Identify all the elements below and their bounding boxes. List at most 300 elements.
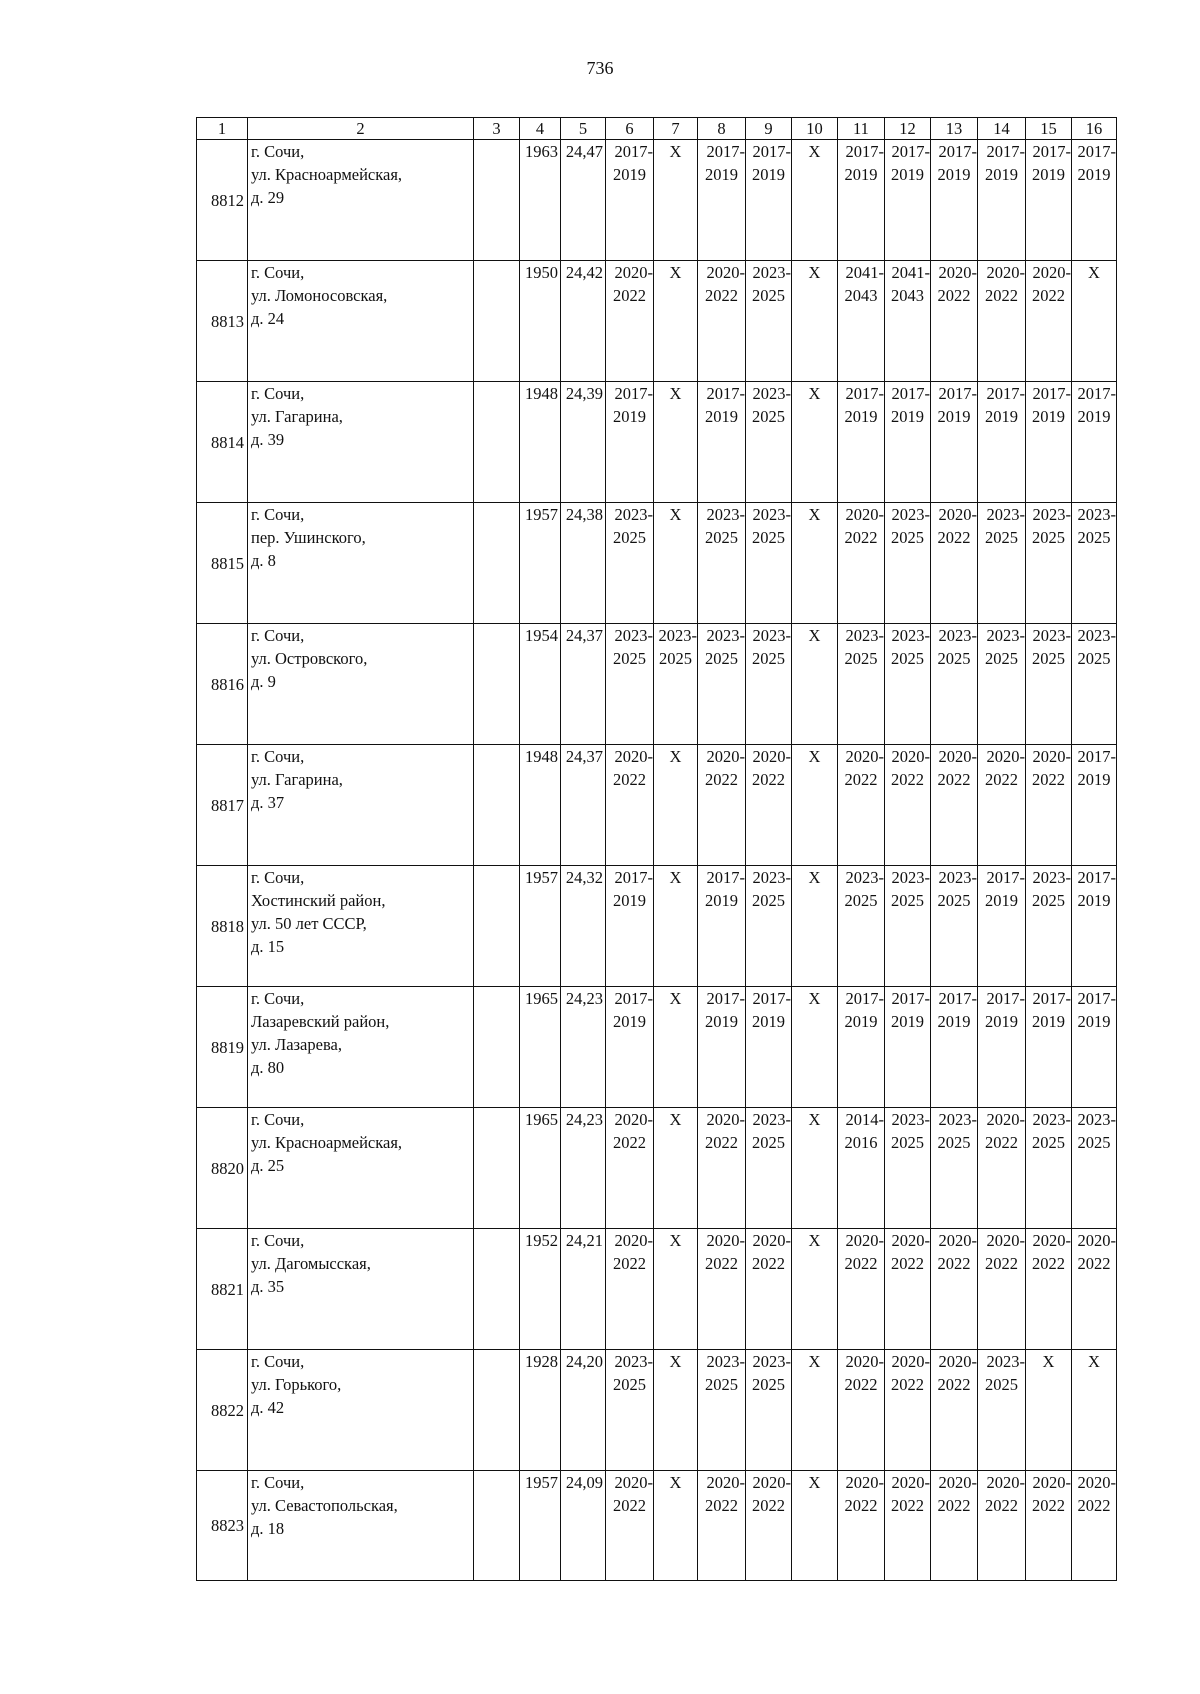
period-cell-col-10: X <box>792 1229 838 1350</box>
period-part: 2017- <box>891 384 930 403</box>
period-cell-col-16: X <box>1072 1350 1117 1471</box>
column-3-cell <box>474 503 520 624</box>
period-part: 2017- <box>891 989 930 1008</box>
period-cell-col-6 <box>606 624 654 745</box>
address-line: ул. Красноармейская, <box>251 1133 403 1152</box>
period-part: 2025 <box>1032 1133 1065 1152</box>
period-part: 2022 <box>844 1254 878 1273</box>
table-row <box>197 503 1117 624</box>
period-cell-col-9 <box>746 140 792 261</box>
address-line: г. Сочи, <box>251 1473 305 1492</box>
period-part: 2019 <box>1032 165 1065 184</box>
column-3-cell <box>474 382 520 503</box>
column-header-5: 5 <box>561 118 606 140</box>
table-row <box>197 1229 1117 1350</box>
period-cell-col-10: X <box>792 987 838 1108</box>
table-row <box>197 1471 1117 1581</box>
period-part: 2016 <box>844 1133 878 1152</box>
period-part: 2020- <box>845 1231 884 1250</box>
period-part: 2017- <box>1032 142 1071 161</box>
row-number-cell: 8820 <box>197 1108 248 1229</box>
period-part: 2025 <box>752 407 785 426</box>
address-line: ул. Гагарина, <box>251 407 343 426</box>
period-part: 2019 <box>985 1012 1018 1031</box>
period-part: 2020- <box>891 747 930 766</box>
period-cell-col-15 <box>1026 503 1072 624</box>
period-cell-col-13 <box>931 503 978 624</box>
table-row <box>197 261 1117 382</box>
period-part: 2017- <box>986 989 1025 1008</box>
period-cell-col-6 <box>606 382 654 503</box>
period-cell-col-12 <box>885 1229 931 1350</box>
period-part: 2022 <box>891 1496 924 1515</box>
period-part: 2022 <box>752 1496 785 1515</box>
year-built-cell: 1963 <box>520 140 561 261</box>
period-cell-col-6 <box>606 261 654 382</box>
year-built-cell: 1948 <box>520 745 561 866</box>
period-part: 2020- <box>891 1473 930 1492</box>
period-cell-col-9 <box>746 866 792 987</box>
period-part: 2020- <box>752 1231 791 1250</box>
year-built-cell: 1965 <box>520 1108 561 1229</box>
column-header-11: 11 <box>838 118 885 140</box>
period-part: 2022 <box>705 1133 738 1152</box>
period-part: 2019 <box>844 407 878 426</box>
period-cell-col-14 <box>978 1471 1026 1581</box>
period-part: 2023- <box>614 505 653 524</box>
period-part: 2019 <box>985 407 1018 426</box>
period-cell-col-14 <box>978 382 1026 503</box>
period-part: 2020- <box>845 747 884 766</box>
period-part: 2022 <box>891 1375 924 1394</box>
row-number-cell: 8813 <box>197 261 248 382</box>
period-cell-col-6 <box>606 1229 654 1350</box>
address-line: Лазаревский район, <box>251 1012 390 1031</box>
period-part: 2022 <box>752 770 785 789</box>
period-part: 2022 <box>705 770 738 789</box>
period-cell-col-11 <box>838 503 885 624</box>
column-3-cell <box>474 1350 520 1471</box>
period-part: 2025 <box>891 891 924 910</box>
period-part: 2020- <box>938 1231 977 1250</box>
period-part: 2020- <box>986 1231 1025 1250</box>
period-part: 2019 <box>613 407 646 426</box>
period-part: 2017- <box>706 142 745 161</box>
period-cell-col-16 <box>1072 1229 1117 1350</box>
period-cell-col-6 <box>606 1471 654 1581</box>
column-header-8: 8 <box>698 118 746 140</box>
column-header-3: 3 <box>474 118 520 140</box>
value-cell: 24,47 <box>561 140 606 261</box>
value-cell: 24,23 <box>561 987 606 1108</box>
column-3-cell <box>474 1108 520 1229</box>
period-part: 2023- <box>938 1110 977 1129</box>
period-part: 2019 <box>844 1012 878 1031</box>
period-cell-col-8 <box>698 1350 746 1471</box>
period-cell-col-13 <box>931 261 978 382</box>
period-cell-col-7: X <box>654 1108 698 1229</box>
period-cell-col-15 <box>1026 140 1072 261</box>
period-cell-col-6 <box>606 745 654 866</box>
period-cell-col-14 <box>978 745 1026 866</box>
period-part: 2019 <box>1077 165 1111 184</box>
period-cell-col-11 <box>838 1108 885 1229</box>
period-part: 2023- <box>891 868 930 887</box>
period-part: 2022 <box>1077 1254 1111 1273</box>
address-cell <box>248 1108 474 1229</box>
period-part: 2022 <box>613 1133 646 1152</box>
period-part: 2022 <box>844 1496 878 1515</box>
period-cell-col-9 <box>746 1471 792 1581</box>
period-part: 2025 <box>891 1133 924 1152</box>
column-3-cell <box>474 866 520 987</box>
period-cell-col-12 <box>885 866 931 987</box>
period-cell-col-15 <box>1026 624 1072 745</box>
period-cell-col-12 <box>885 1108 931 1229</box>
row-number-cell: 8823 <box>197 1471 248 1581</box>
period-cell-col-7: X <box>654 382 698 503</box>
period-cell-col-7: X <box>654 140 698 261</box>
period-part: 2019 <box>891 165 924 184</box>
row-number-cell: 8821 <box>197 1229 248 1350</box>
period-part: 2017- <box>938 142 977 161</box>
period-part: 2017- <box>1077 384 1116 403</box>
table-row <box>197 624 1117 745</box>
period-part: 2019 <box>1032 407 1065 426</box>
address-cell <box>248 1471 474 1581</box>
period-cell-col-7: X <box>654 866 698 987</box>
period-part: 2020- <box>614 263 653 282</box>
period-part: 2022 <box>985 770 1018 789</box>
period-part: 2043 <box>891 286 924 305</box>
period-part: 2017- <box>1032 989 1071 1008</box>
period-part: 2020- <box>938 1473 977 1492</box>
period-cell-col-13 <box>931 745 978 866</box>
period-part: 2041- <box>891 263 930 282</box>
period-cell-col-10: X <box>792 382 838 503</box>
period-part: 2023- <box>614 626 653 645</box>
period-cell-col-13 <box>931 866 978 987</box>
period-part: 2020- <box>938 263 977 282</box>
year-built-cell: 1948 <box>520 382 561 503</box>
period-cell-col-11 <box>838 866 885 987</box>
table-row <box>197 987 1117 1108</box>
period-part: 2023- <box>752 263 791 282</box>
period-cell-col-14 <box>978 1108 1026 1229</box>
period-part: 2022 <box>844 528 878 547</box>
period-cell-col-9 <box>746 1108 792 1229</box>
address-line: д. 9 <box>251 672 276 691</box>
period-part: 2023- <box>986 626 1025 645</box>
value-cell: 24,37 <box>561 745 606 866</box>
period-cell-col-13 <box>931 987 978 1108</box>
period-part: 2017- <box>938 989 977 1008</box>
period-part: 2020- <box>752 1473 791 1492</box>
period-part: 2023- <box>845 868 884 887</box>
period-part: 2023- <box>938 868 977 887</box>
period-part: 2025 <box>1077 649 1111 668</box>
period-part: 2022 <box>985 1496 1018 1515</box>
period-cell-col-7: X <box>654 1471 698 1581</box>
value-cell: 24,32 <box>561 866 606 987</box>
column-header-12: 12 <box>885 118 931 140</box>
column-header-2: 2 <box>248 118 474 140</box>
address-line: г. Сочи, <box>251 989 305 1008</box>
period-part: 2025 <box>985 1375 1018 1394</box>
period-cell-col-16 <box>1072 624 1117 745</box>
period-cell-col-6 <box>606 1350 654 1471</box>
period-part: 2023- <box>752 868 791 887</box>
period-part: 2019 <box>937 1012 971 1031</box>
value-cell: 24,23 <box>561 1108 606 1229</box>
period-part: 2025 <box>1032 891 1065 910</box>
period-part: 2025 <box>752 1375 785 1394</box>
period-part: 2019 <box>752 1012 785 1031</box>
period-part: 2017- <box>986 142 1025 161</box>
period-part: 2017- <box>752 142 791 161</box>
period-cell-col-10: X <box>792 140 838 261</box>
period-cell-col-9 <box>746 382 792 503</box>
period-cell-col-11 <box>838 624 885 745</box>
address-line: ул. Красноармейская, <box>251 165 403 184</box>
period-part: 2023- <box>891 626 930 645</box>
period-cell-col-6 <box>606 140 654 261</box>
period-cell-col-10: X <box>792 261 838 382</box>
row-number-cell: 8815 <box>197 503 248 624</box>
value-cell: 24,37 <box>561 624 606 745</box>
period-part: 2025 <box>937 649 971 668</box>
period-cell-col-12 <box>885 503 931 624</box>
period-cell-col-10: X <box>792 624 838 745</box>
period-cell-col-7: X <box>654 1350 698 1471</box>
row-number-cell: 8818 <box>197 866 248 987</box>
period-part: 2025 <box>752 649 785 668</box>
period-cell-col-11 <box>838 140 885 261</box>
period-part: 2025 <box>613 649 646 668</box>
period-part: 2025 <box>937 891 971 910</box>
period-part: 2022 <box>844 1375 878 1394</box>
period-part: 2022 <box>1032 286 1065 305</box>
period-part: 2041- <box>845 263 884 282</box>
period-part: 2023- <box>938 626 977 645</box>
period-part: 2022 <box>985 1133 1018 1152</box>
column-3-cell <box>474 261 520 382</box>
period-cell-col-12 <box>885 1350 931 1471</box>
period-part: 2023- <box>891 1110 930 1129</box>
year-built-cell: 1957 <box>520 866 561 987</box>
period-cell-col-7: X <box>654 745 698 866</box>
page-number: 736 <box>586 58 614 78</box>
value-cell: 24,38 <box>561 503 606 624</box>
period-cell-col-9 <box>746 1229 792 1350</box>
address-cell <box>248 140 474 261</box>
table-row <box>197 382 1117 503</box>
period-cell-col-15 <box>1026 987 1072 1108</box>
period-part: 2020- <box>614 747 653 766</box>
period-cell-col-14 <box>978 1229 1026 1350</box>
period-part: 2020- <box>845 505 884 524</box>
column-header-1: 1 <box>197 118 248 140</box>
period-part: 2019 <box>613 165 646 184</box>
column-3-cell <box>474 1471 520 1581</box>
address-line: д. 18 <box>251 1519 285 1538</box>
period-part: 2025 <box>891 528 924 547</box>
period-part: 2023- <box>891 505 930 524</box>
period-cell-col-13 <box>931 1229 978 1350</box>
address-line: д. 80 <box>251 1058 285 1077</box>
period-part: 2043 <box>844 286 878 305</box>
period-part: 2025 <box>985 528 1018 547</box>
column-header-16: 16 <box>1072 118 1117 140</box>
period-cell-col-15 <box>1026 745 1072 866</box>
address-line: д. 42 <box>251 1398 285 1417</box>
period-cell-col-11 <box>838 1471 885 1581</box>
address-line: ул. Горького, <box>251 1375 342 1394</box>
column-3-cell <box>474 1229 520 1350</box>
year-built-cell: 1957 <box>520 1471 561 1581</box>
period-part: 2017- <box>614 384 653 403</box>
period-part: 2025 <box>985 649 1018 668</box>
period-part: 2023- <box>706 505 745 524</box>
period-part: 2019 <box>985 165 1018 184</box>
period-cell-col-8 <box>698 987 746 1108</box>
row-number-cell: 8822 <box>197 1350 248 1471</box>
column-header-7: 7 <box>654 118 698 140</box>
period-cell-col-11 <box>838 745 885 866</box>
period-part: 2022 <box>613 1254 646 1273</box>
period-part: 2019 <box>1077 770 1111 789</box>
period-part: 2020- <box>706 1473 745 1492</box>
period-part: 2019 <box>985 891 1018 910</box>
period-part: 2017- <box>938 384 977 403</box>
period-part: 2022 <box>613 770 646 789</box>
period-part: 2025 <box>1032 649 1065 668</box>
year-built-cell: 1928 <box>520 1350 561 1471</box>
address-cell <box>248 866 474 987</box>
period-part: 2019 <box>844 165 878 184</box>
period-part: 2025 <box>705 528 738 547</box>
period-part: 2019 <box>613 891 646 910</box>
period-part: 2025 <box>659 649 692 668</box>
period-part: 2019 <box>705 1012 738 1031</box>
period-part: 2025 <box>1077 1133 1111 1152</box>
period-cell-col-10: X <box>792 1108 838 1229</box>
period-cell-col-12 <box>885 987 931 1108</box>
period-part: 2017- <box>1077 142 1116 161</box>
period-part: 2020- <box>986 1473 1025 1492</box>
period-cell-col-10: X <box>792 1471 838 1581</box>
row-number-cell: 8814 <box>197 382 248 503</box>
period-part: 2022 <box>891 770 924 789</box>
address-line: ул. Севастопольская, <box>251 1496 398 1515</box>
column-header-10: 10 <box>792 118 838 140</box>
period-part: 2020- <box>1032 1473 1071 1492</box>
period-cell-col-14 <box>978 866 1026 987</box>
period-cell-col-7 <box>654 624 698 745</box>
period-part: 2023- <box>1032 505 1071 524</box>
period-part: 2023- <box>986 505 1025 524</box>
period-cell-col-7: X <box>654 1229 698 1350</box>
period-part: 2019 <box>705 891 738 910</box>
period-cell-col-15 <box>1026 382 1072 503</box>
address-cell <box>248 261 474 382</box>
period-part: 2017- <box>1077 989 1116 1008</box>
period-part: 2025 <box>613 528 646 547</box>
year-built-cell: 1957 <box>520 503 561 624</box>
period-cell-col-8 <box>698 1471 746 1581</box>
period-cell-col-8 <box>698 624 746 745</box>
period-part: 2020- <box>1032 747 1071 766</box>
address-line: г. Сочи, <box>251 747 305 766</box>
period-cell-col-9 <box>746 624 792 745</box>
period-cell-col-12 <box>885 261 931 382</box>
period-part: 2020- <box>891 1231 930 1250</box>
period-part: 2025 <box>705 1375 738 1394</box>
period-part: 2025 <box>752 1133 785 1152</box>
period-part: 2017- <box>845 989 884 1008</box>
period-part: 2025 <box>613 1375 646 1394</box>
period-cell-col-6 <box>606 987 654 1108</box>
period-cell-col-13 <box>931 140 978 261</box>
period-part: 2017- <box>1032 384 1071 403</box>
address-line: ул. Островского, <box>251 649 368 668</box>
period-part: 2017- <box>986 384 1025 403</box>
period-part: 2020- <box>706 747 745 766</box>
period-part: 2022 <box>891 1254 924 1273</box>
period-part: 2025 <box>705 649 738 668</box>
value-cell: 24,20 <box>561 1350 606 1471</box>
year-built-cell: 1954 <box>520 624 561 745</box>
period-part: 2025 <box>1077 528 1111 547</box>
period-cell-col-16 <box>1072 382 1117 503</box>
address-cell <box>248 1350 474 1471</box>
address-line: пер. Ушинского, <box>251 528 366 547</box>
period-part: 2017- <box>614 989 653 1008</box>
period-part: 2023- <box>752 384 791 403</box>
period-cell-col-13 <box>931 624 978 745</box>
address-line: д. 8 <box>251 551 276 570</box>
period-part: 2022 <box>985 1254 1018 1273</box>
period-part: 2023- <box>752 1110 791 1129</box>
period-part: 2025 <box>1032 528 1065 547</box>
period-part: 2023- <box>706 1352 745 1371</box>
address-line: ул. Гагарина, <box>251 770 343 789</box>
period-part: 2022 <box>937 770 971 789</box>
period-part: 2023- <box>752 505 791 524</box>
period-part: 2025 <box>844 891 878 910</box>
table-row <box>197 1108 1117 1229</box>
period-cell-col-9 <box>746 987 792 1108</box>
period-cell-col-8 <box>698 1108 746 1229</box>
period-part: 2019 <box>891 1012 924 1031</box>
period-part: 2020- <box>986 263 1025 282</box>
address-line: ул. Лазарева, <box>251 1035 342 1054</box>
period-part: 2019 <box>1032 1012 1065 1031</box>
period-cell-col-15: X <box>1026 1350 1072 1471</box>
period-cell-col-10: X <box>792 866 838 987</box>
period-part: 2023- <box>1077 505 1116 524</box>
period-part: 2020- <box>706 263 745 282</box>
period-part: 2020- <box>614 1231 653 1250</box>
period-cell-col-12 <box>885 624 931 745</box>
column-header-13: 13 <box>931 118 978 140</box>
period-part: 2020- <box>938 1352 977 1371</box>
period-part: 2017- <box>986 868 1025 887</box>
period-part: 2023- <box>1032 626 1071 645</box>
period-part: 2022 <box>1077 1496 1111 1515</box>
period-part: 2025 <box>752 528 785 547</box>
period-part: 2023- <box>1032 868 1071 887</box>
